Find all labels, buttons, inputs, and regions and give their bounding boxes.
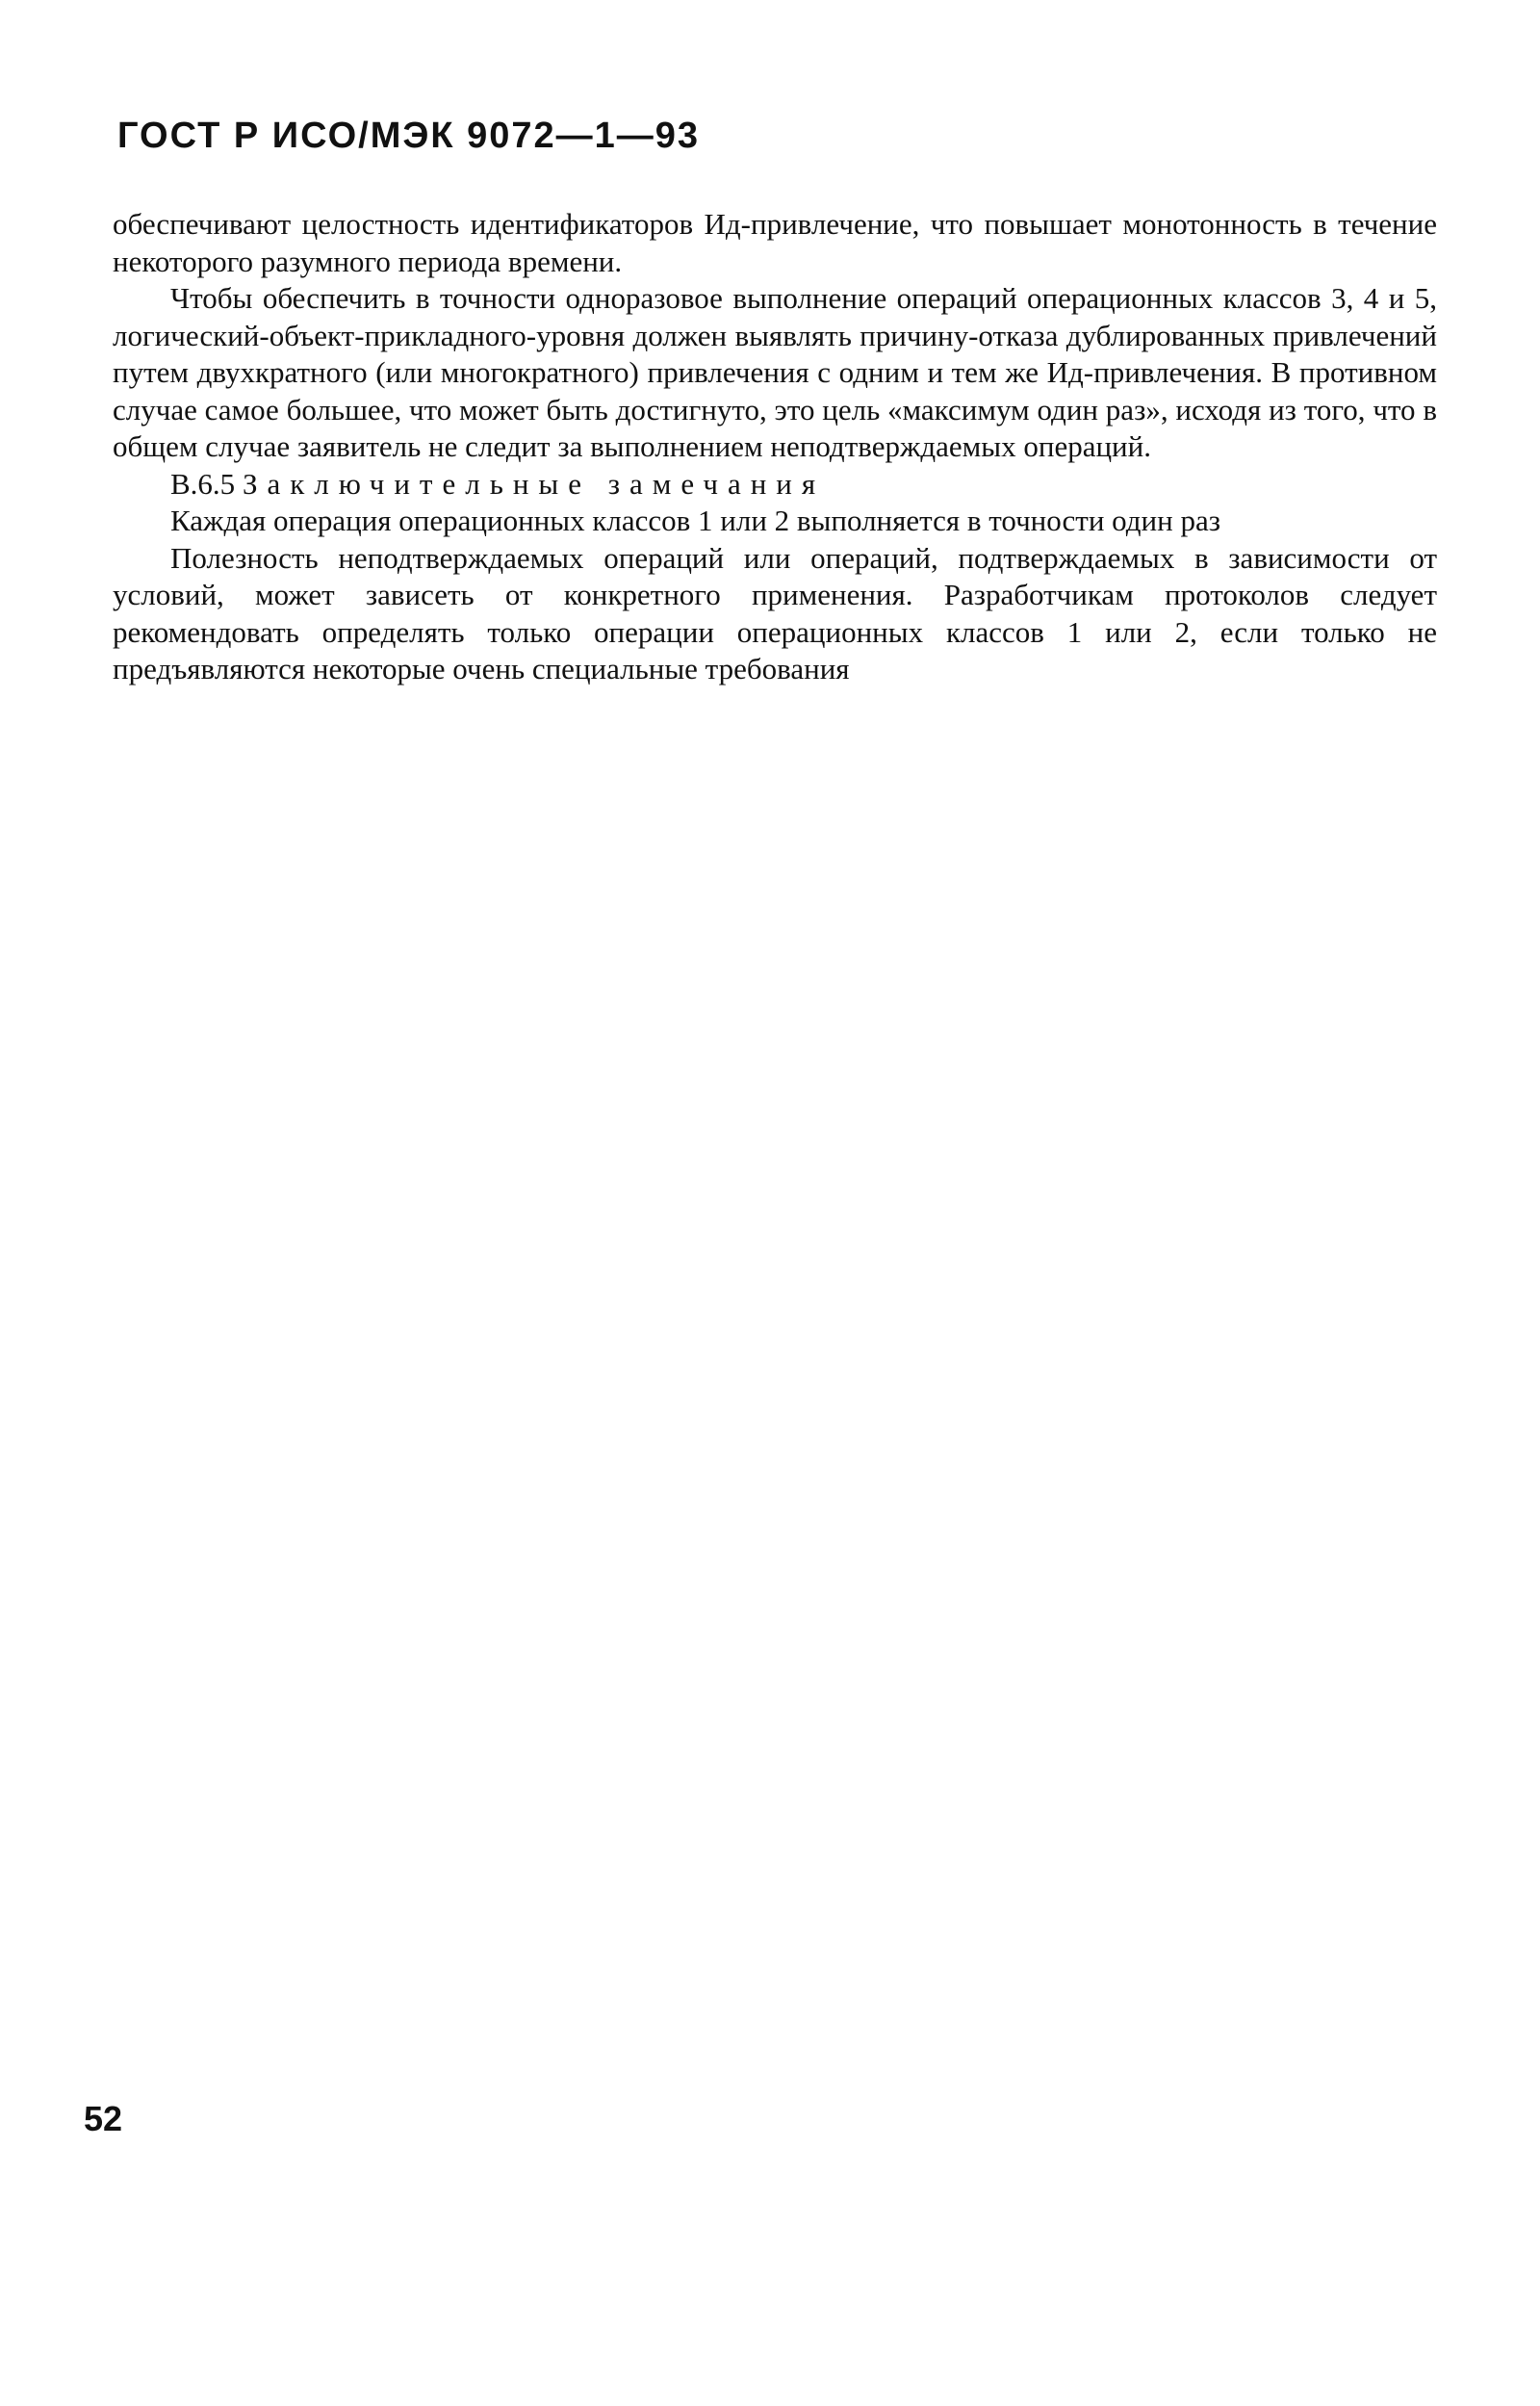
page-number: 52	[84, 2099, 123, 2138]
paragraph-continuation: обеспечивают целостность идентификаторов Ид-привлечение, что повышает монотонность в течение некоторого разумного периода времени.	[113, 207, 1437, 278]
paragraph-usefulness: Полезность неподтверждаемых операций или операций, подтверждаемых в зависимости от условий, может зависеть от конкретного применения. Разработчикам протоколов следует рекомендовать определять только операции операционных классов 1 или 2, если только не предъявляются некоторые очень специальные требования	[113, 540, 1437, 686]
body-text	[113, 206, 1437, 688]
paragraph-each-operation: Каждая операция операционных классов 1 или 2 выполняется в точности один раз	[170, 504, 1220, 537]
section-number: В.6.5	[170, 466, 236, 501]
paragraph-operations: Чтобы обеспечить в точности одноразовое выполнение операций операционных классов 3, 4 и 5, логический-объект-прикладного-уровня должен выявлять причину-отказа дублированных привлечений путем двухкратного (или многократного) привлечения с одним и тем же Ид-привлечения. В противном случае самое большее, что может быть достигнуто, это цель «максимум один раз», исходя из того, что в общем случае заявитель не следит за выполнением неподтверждаемых операций.	[113, 281, 1437, 463]
section-heading	[113, 466, 1437, 504]
section-title: Заключительные замечания	[242, 466, 826, 501]
document-header: ГОСТ Р ИСО/МЭК 9072—1—93	[117, 116, 701, 156]
